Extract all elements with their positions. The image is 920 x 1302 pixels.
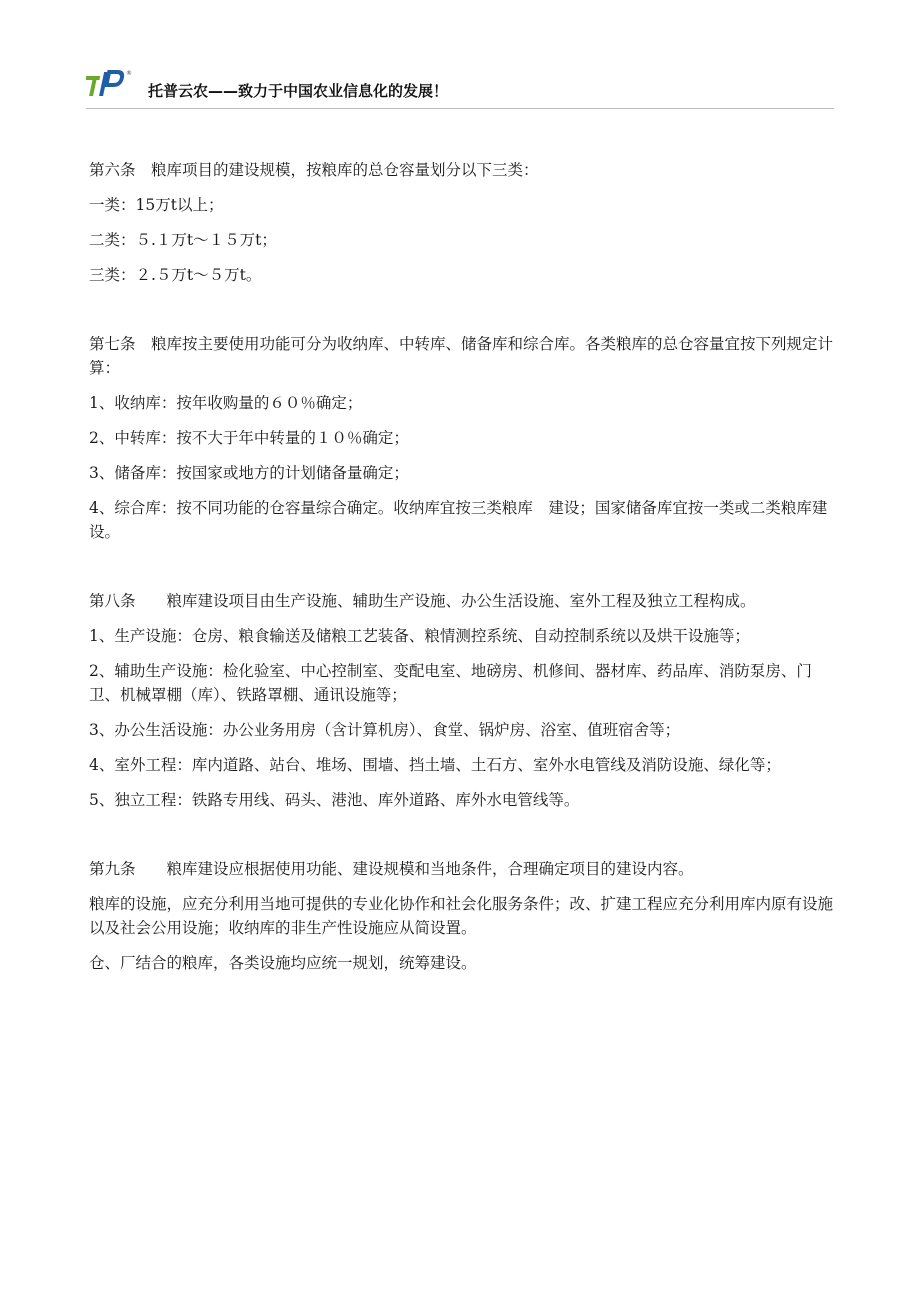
header-slogan: 托普云农——致力于中国农业信息化的发展！	[148, 82, 449, 100]
paragraph: 仓、厂结合的粮库，各类设施均应统一规划，统筹建设。	[89, 954, 477, 972]
page-header	[86, 62, 834, 109]
list-item: 5、独立工程：铁路专用线、码头、港池、库外道路、库外水电管线等。	[89, 791, 580, 809]
list-item: 三类：２.５万t～５万t。	[89, 266, 262, 284]
list-item: 4、室外工程：库内道路、站台、堆场、围墙、挡土墙、土石方、室外水电管线及消防设施、绿化等；	[89, 756, 781, 774]
document-body	[89, 158, 834, 975]
svg-text:®: ®	[126, 70, 132, 77]
article-6-title: 第六条 粮库项目的建设规模，按粮库的总仓容量划分以下三类：	[89, 161, 539, 179]
list-item: 3、储备库：按国家或地方的计划储备量确定；	[89, 464, 409, 482]
paragraph: 粮库的设施，应充分利用当地可提供的专业化协作和社会化服务条件；改、扩建工程应充分利用库内原有设施以及社会公用设施；收纳库的非生产性设施应从简设置。	[89, 895, 834, 937]
list-item: 2、中转库：按不大于年中转量的１０％确定；	[89, 429, 409, 447]
list-item: 一类：15万t以上；	[89, 196, 224, 214]
article-8-title: 第八条 粮库建设项目由生产设施、辅助生产设施、办公生活设施、室外工程及独立工程构成。	[89, 592, 756, 610]
list-item: 4、综合库：按不同功能的仓容量综合确定。收纳库宜按三类粮库 建设；国家储备库宜按一类或二类粮库建设。	[89, 499, 828, 541]
list-item: 二类：５.１万t～１５万t；	[89, 231, 277, 249]
list-item: 2、辅助生产设施：检化验室、中心控制室、变配电室、地磅房、机修间、器材库、药品库、消防泵房、门卫、机械罩棚（库）、铁路罩棚、通讯设施等；	[89, 662, 812, 704]
list-item: 3、办公生活设施：办公业务用房（含计算机房）、食堂、锅炉房、浴室、值班宿舍等；	[89, 721, 681, 739]
article-7-title: 第七条 粮库按主要使用功能可分为收纳库、中转库、储备库和综合库。各类粮库的总仓容量宜按下列规定计算：	[89, 335, 834, 377]
list-item: 1、生产设施：仓房、粮食输送及储粮工艺装备、粮情测控系统、自动控制系统以及烘干设施等；	[89, 627, 750, 645]
company-logo-icon	[86, 68, 134, 102]
article-9-title: 第九条 粮库建设应根据使用功能、建设规模和当地条件，合理确定项目的建设内容。	[89, 860, 694, 878]
list-item: 1、收纳库：按年收购量的６０％确定；	[89, 394, 363, 412]
